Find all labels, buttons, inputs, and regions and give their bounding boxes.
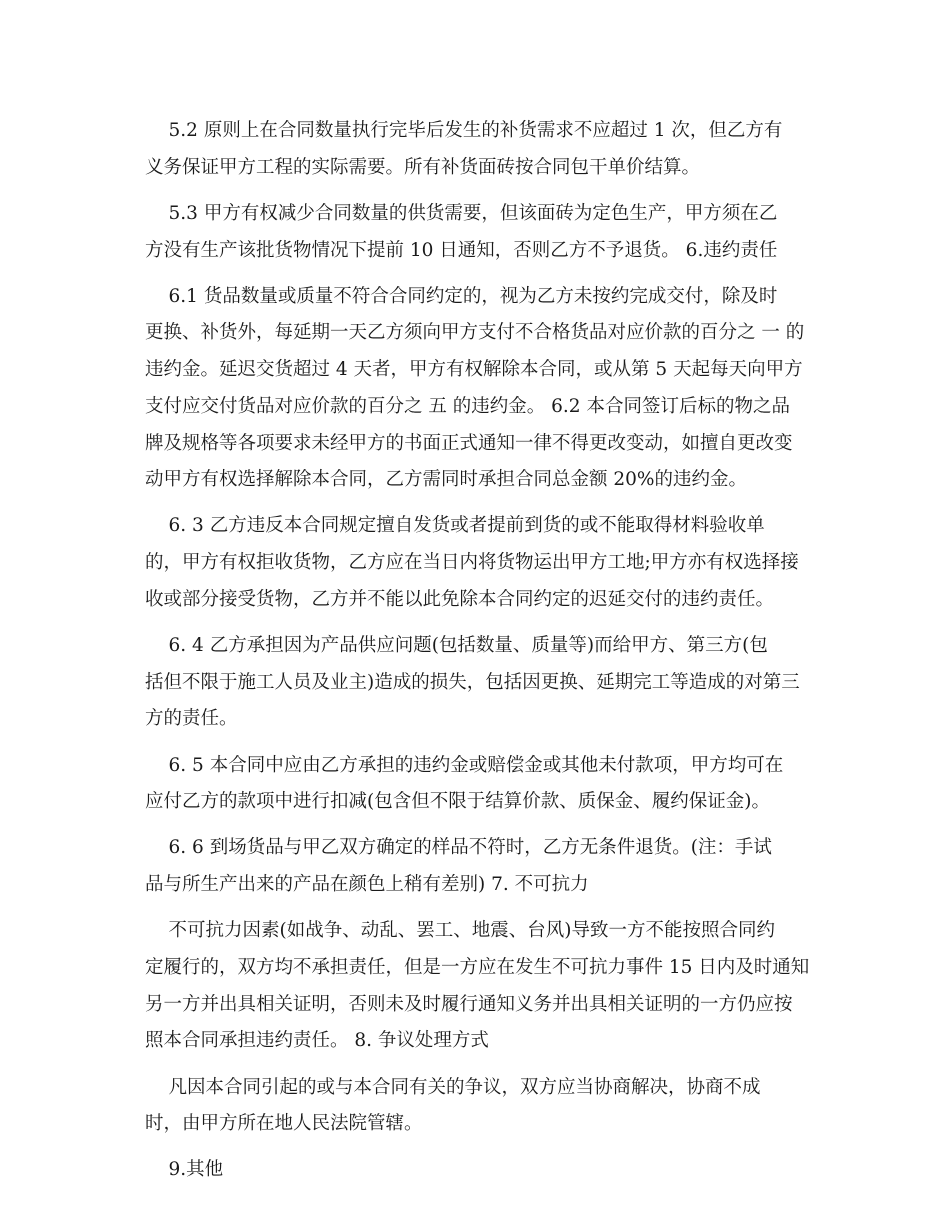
text-line: 定履行的，双方均不承担责任，但是一方应在发生不可抗力事件 15 日内及时通知	[145, 956, 810, 978]
paragraph	[145, 913, 815, 1060]
text-line: 方的责任。	[145, 708, 238, 730]
text-line: 6. 3 乙方违反本合同规定擅自发货或者提前到货的或不能取得材料验收单	[145, 515, 765, 537]
paragraph	[145, 113, 815, 186]
paragraph	[145, 628, 815, 738]
text-line: 6. 6 到场货品与甲乙双方确定的样品不符时，乙方无条件退货。(注：手试	[145, 837, 772, 859]
text-line: 方没有生产该批货物情况下提前 10 日通知，否则乙方不予退货。 6.违约责任	[145, 239, 778, 261]
text-line: 括但不限于施工人员及业主)造成的损失，包括因更换、延期完工等造成的对第三	[145, 671, 800, 693]
paragraph	[145, 1152, 815, 1189]
text-line: 的，甲方有权拒收货物，乙方应在当日内将货物运出甲方工地;甲方亦有权选择接	[145, 552, 799, 574]
text-line: 6.1 货品数量或质量不符合合同约定的，视为乙方未按约完成交付，除及时	[145, 285, 778, 307]
text-line: 支付应交付货品对应价款的百分之 五 的违约金。 6.2 本合同签订后标的物之品	[145, 395, 790, 417]
text-line: 动甲方有权选择解除本合同，乙方需同时承担合同总金额 20%的违约金。	[145, 469, 748, 491]
text-line: 6. 5 本合同中应由乙方承担的违约金或赔偿金或其他未付款项，甲方均可在	[145, 754, 784, 776]
text-line: 违约金。延迟交货超过 4 天者，甲方有权解除本合同，或从第 5 天起每天向甲方	[145, 359, 803, 381]
text-line: 照本合同承担违约责任。 8. 争议处理方式	[145, 1030, 489, 1052]
text-line: 凡因本合同引起的或与本合同有关的争议，双方应当协商解决，协商不成	[145, 1076, 761, 1098]
text-line: 义务保证甲方工程的实际需要。所有补货面砖按合同包干单价结算。	[145, 156, 701, 178]
text-line: 不可抗力因素(如战争、动乱、罢工、地震、台风)导致一方不能按照合同约	[145, 920, 775, 942]
text-line: 牌及规格等各项要求未经甲方的书面正式通知一律不得更改变动，如擅自更改变	[145, 432, 793, 454]
text-line: 6. 4 乙方承担因为产品供应问题(包括数量、质量等)而给甲方、第三方(包	[145, 634, 768, 656]
text-line: 5.2 原则上在合同数量执行完毕后发生的补货需求不应超过 1 次，但乙方有	[145, 120, 783, 141]
paragraph	[145, 508, 815, 618]
text-line: 品与所生产出来的产品在颜色上稍有差别) 7. 不可抗力	[145, 874, 589, 896]
text-line: 9.其他	[145, 1159, 224, 1181]
paragraph	[145, 279, 815, 499]
paragraph	[145, 196, 815, 269]
paragraph	[145, 748, 815, 821]
text-line: 收或部分接受货物，乙方并不能以此免除本合同约定的迟延交付的违约责任。	[145, 588, 775, 610]
text-line: 更换、补货外，每延期一天乙方须向甲方支付不合格货品对应价款的百分之 一 的	[145, 322, 805, 344]
paragraph	[145, 1070, 815, 1143]
text-line: 另一方并出具相关证明，否则未及时履行通知义务并出具相关证明的一方仍应按	[145, 993, 793, 1015]
text-line: 5.3 甲方有权减少合同数量的供货需要，但该面砖为定色生产，甲方须在乙	[145, 202, 778, 224]
document-body	[145, 113, 815, 1199]
text-line: 时，由甲方所在地人民法院管辖。	[145, 1113, 423, 1135]
text-line: 应付乙方的款项中进行扣减(包含但不限于结算价款、质保金、履约保证金)。	[145, 791, 770, 813]
paragraph	[145, 830, 815, 903]
